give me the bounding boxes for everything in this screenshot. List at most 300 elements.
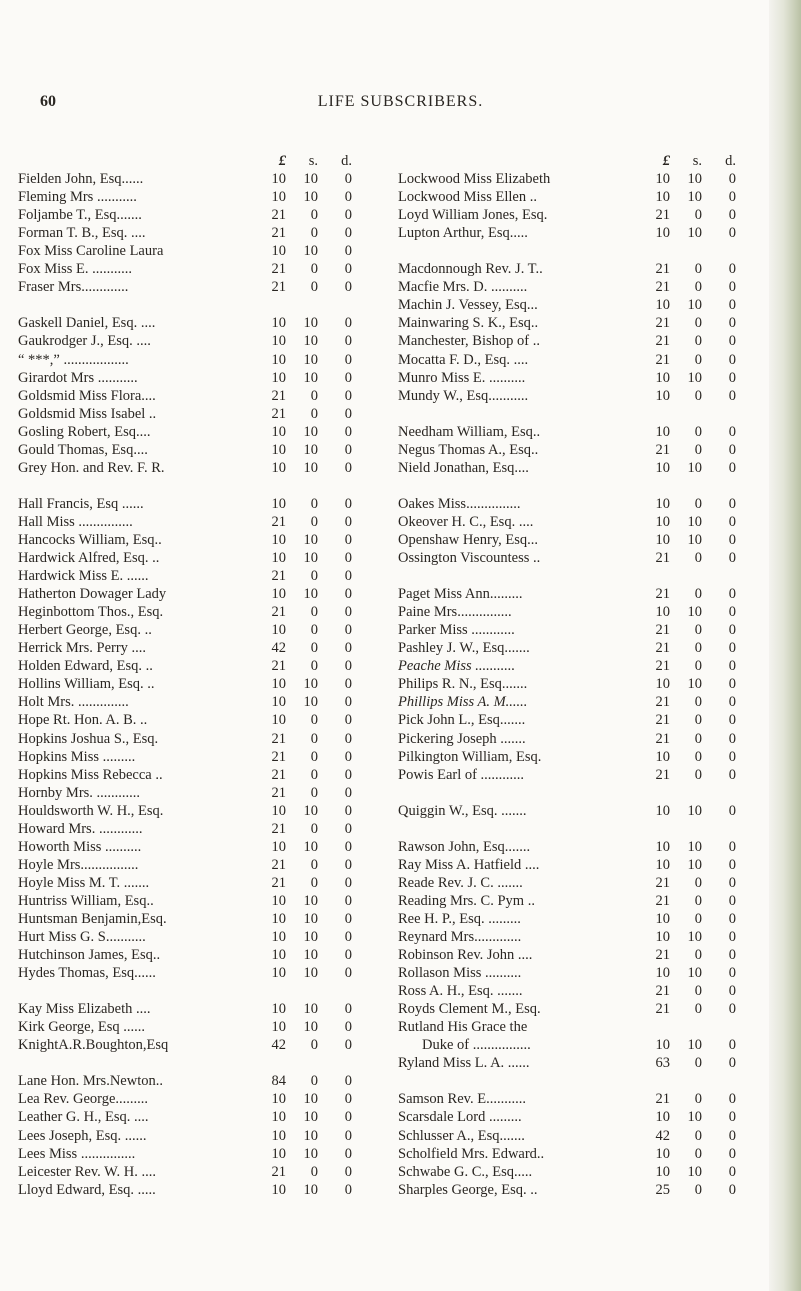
amount-pence: 0 (728, 261, 736, 278)
amount-shillings: 10 (303, 171, 318, 188)
subscriber-row (18, 1000, 358, 1018)
subscriber-name: Reade Rev. J. C. ....... (398, 874, 523, 891)
amount-pounds: 10 (271, 495, 286, 512)
amount-shillings: 0 (694, 207, 702, 224)
amount-pounds: 21 (655, 207, 670, 224)
amount-pence: 0 (344, 513, 352, 530)
amount-pence: 0 (728, 441, 736, 458)
subscriber-row (398, 459, 738, 477)
subscriber-name: Leicester Rev. W. H. .... (18, 1163, 156, 1180)
subscriber-row (398, 369, 738, 387)
amount-pence: 0 (728, 766, 736, 783)
amount-pounds: 21 (655, 874, 670, 891)
amount-pence: 0 (728, 929, 736, 946)
subscriber-row (18, 567, 358, 585)
subscriber-row (18, 1108, 358, 1126)
subscriber-name: Goldsmid Miss Isabel .. (18, 405, 157, 422)
subscriber-row (18, 332, 358, 350)
subscriber-name: Hopkins Miss Rebecca .. (18, 766, 163, 783)
amount-pence: 0 (344, 568, 352, 585)
subscriber-row (398, 874, 738, 892)
amount-pounds: 10 (655, 225, 670, 242)
subscriber-row (398, 1018, 738, 1036)
subscriber-name: Needham William, Esq.. (398, 423, 541, 440)
subscriber-name: Ray Miss A. Hatfield .... (398, 856, 540, 873)
amount-pence: 0 (344, 369, 352, 386)
subscriber-name: Ross A. H., Esq. ....... (398, 983, 523, 1000)
amount-shillings: 0 (310, 748, 318, 765)
amount-pounds: 21 (655, 712, 670, 729)
amount-shillings: 10 (303, 1145, 318, 1162)
amount-pounds: 10 (655, 1037, 670, 1054)
subscriber-name: Ossington Viscountess .. (398, 550, 541, 567)
amount-pounds: 21 (271, 784, 286, 801)
amount-shillings: 0 (310, 784, 318, 801)
subscriber-row (18, 1018, 358, 1036)
subscriber-name: Forman T. B., Esq. .... (18, 225, 146, 242)
subscriber-row (18, 495, 358, 513)
subscriber-row (18, 531, 358, 549)
amount-shillings: 0 (310, 712, 318, 729)
amount-shillings: 10 (303, 189, 318, 206)
subscriber-name: Pilkington William, Esq. (398, 748, 542, 765)
amount-pounds: 10 (655, 423, 670, 440)
amount-pounds: 21 (655, 892, 670, 909)
subscriber-name: Munro Miss E. .......... (398, 369, 526, 386)
amount-pounds: 25 (655, 1181, 670, 1198)
subscriber-name: Rollason Miss .......... (398, 965, 522, 982)
subscriber-row (398, 314, 738, 332)
subscriber-row (398, 188, 738, 206)
amount-pounds: 84 (271, 1073, 286, 1090)
subscriber-name: Macdonnough Rev. J. T.. (398, 261, 543, 278)
subscriber-row (18, 314, 358, 332)
amount-pounds: 10 (271, 243, 286, 260)
amount-pence: 0 (728, 189, 736, 206)
subscriber-row (398, 675, 738, 693)
subscriber-row (18, 242, 358, 260)
amount-pounds: 10 (271, 965, 286, 982)
amount-pence: 0 (344, 929, 352, 946)
amount-shillings: 0 (694, 261, 702, 278)
subscriber-name: Hoyle Mrs................ (18, 856, 139, 873)
amount-pounds: 10 (655, 387, 670, 404)
amount-pounds: 10 (655, 676, 670, 693)
amount-pence: 0 (344, 640, 352, 657)
amount-pounds: 10 (271, 1181, 286, 1198)
amount-pounds: 21 (271, 279, 286, 296)
subscriber-name: KnightA.R.Boughton,Esq (18, 1037, 169, 1054)
amount-shillings: 10 (687, 929, 702, 946)
amount-shillings: 0 (310, 279, 318, 296)
amount-shillings: 0 (694, 423, 702, 440)
amount-pounds: 21 (271, 225, 286, 242)
amount-pence: 0 (344, 622, 352, 639)
amount-pence: 0 (728, 658, 736, 675)
amount-pounds: 21 (271, 387, 286, 404)
amount-pounds: 21 (655, 351, 670, 368)
section-gap (398, 242, 738, 260)
subscriber-row (18, 459, 358, 477)
subscriber-row (398, 964, 738, 982)
subscriber-row (18, 892, 358, 910)
subscriber-name: Lane Hon. Mrs.Newton.. (18, 1073, 163, 1090)
subscriber-row (18, 224, 358, 242)
amount-pounds: 21 (655, 550, 670, 567)
subscriber-name: Lloyd Edward, Esq. ..... (18, 1181, 156, 1198)
subscriber-name: Openshaw Henry, Esq... (398, 531, 539, 548)
amount-pence: 0 (344, 1127, 352, 1144)
subscriber-row (398, 982, 738, 1000)
amount-pence: 0 (344, 856, 352, 873)
subscriber-name: Royds Clement M., Esq. (398, 1001, 541, 1018)
amount-pence: 0 (344, 965, 352, 982)
subscriber-name: Hutchinson James, Esq.. (18, 947, 161, 964)
amount-pence: 0 (728, 1109, 736, 1126)
amount-pounds: 10 (271, 333, 286, 350)
amount-pounds: 10 (655, 910, 670, 927)
section-gap (398, 820, 738, 838)
amount-pence: 0 (344, 333, 352, 350)
amount-shillings: 0 (310, 1073, 318, 1090)
subscriber-row (18, 1036, 358, 1054)
amount-pounds: 21 (655, 730, 670, 747)
right-column (398, 152, 738, 1199)
subscriber-row (18, 206, 358, 224)
subscriber-name: Nield Jonathan, Esq.... (398, 459, 529, 476)
amount-pounds: 10 (655, 838, 670, 855)
subscriber-name: Paget Miss Ann......... (398, 586, 523, 603)
amount-shillings: 10 (303, 910, 318, 927)
amount-shillings: 0 (310, 495, 318, 512)
amount-pounds: 10 (655, 171, 670, 188)
subscriber-row (18, 351, 358, 369)
amount-shillings: 0 (310, 820, 318, 837)
amount-shillings: 10 (303, 838, 318, 855)
subscriber-row (18, 1090, 358, 1108)
amount-shillings: 10 (687, 1037, 702, 1054)
amount-shillings: 10 (687, 513, 702, 530)
amount-pounds: 21 (271, 766, 286, 783)
amount-shillings: 10 (303, 694, 318, 711)
subscriber-row (398, 296, 738, 314)
amount-shillings: 10 (687, 838, 702, 855)
amount-pounds: 21 (271, 856, 286, 873)
subscriber-row (18, 928, 358, 946)
amount-pence: 0 (728, 838, 736, 855)
subscriber-name: Lea Rev. George......... (18, 1091, 149, 1108)
amount-pence: 0 (344, 658, 352, 675)
amount-pence: 0 (728, 1001, 736, 1018)
amount-shillings: 10 (303, 423, 318, 440)
amount-shillings: 10 (687, 297, 702, 314)
amount-pence: 0 (728, 983, 736, 1000)
amount-pence: 0 (728, 423, 736, 440)
amount-shillings: 10 (303, 1001, 318, 1018)
amount-shillings: 0 (694, 387, 702, 404)
subscriber-row (398, 1181, 738, 1199)
amount-pence: 0 (344, 279, 352, 296)
amount-shillings: 0 (694, 315, 702, 332)
amount-pounds: 63 (655, 1055, 670, 1072)
subscriber-name: Leather G. H., Esq. .... (18, 1109, 149, 1126)
page-edge-shadow (769, 0, 801, 1291)
subscriber-row (18, 405, 358, 423)
amount-pounds: 10 (271, 1091, 286, 1108)
subscriber-name: Mainwaring S. K., Esq.. (398, 315, 539, 332)
amount-shillings: 10 (687, 965, 702, 982)
amount-shillings: 10 (303, 531, 318, 548)
subscriber-name: Hancocks William, Esq.. (18, 531, 162, 548)
amount-pounds: 21 (655, 333, 670, 350)
subscriber-name: Gould Thomas, Esq.... (18, 441, 148, 458)
subscriber-row (18, 260, 358, 278)
amount-shillings: 10 (303, 929, 318, 946)
subscriber-name: Rawson John, Esq....... (398, 838, 531, 855)
amount-shillings: 10 (303, 550, 318, 567)
subscriber-row (18, 820, 358, 838)
amount-pence: 0 (728, 586, 736, 603)
amount-pence: 0 (344, 550, 352, 567)
subscriber-name: Howorth Miss .......... (18, 838, 142, 855)
amount-pounds: 21 (655, 1091, 670, 1108)
amount-pounds: 21 (271, 820, 286, 837)
subscriber-name: Fox Miss E. ........... (18, 261, 133, 278)
amount-pence: 0 (344, 947, 352, 964)
amount-pence: 0 (728, 495, 736, 512)
subscriber-name: Hurt Miss G. S........... (18, 929, 146, 946)
subscriber-name: Fraser Mrs............. (18, 279, 129, 296)
amount-pence: 0 (728, 676, 736, 693)
subscriber-name: Ryland Miss L. A. ...... (398, 1055, 530, 1072)
amount-shillings: 0 (310, 856, 318, 873)
amount-pounds: 10 (271, 1127, 286, 1144)
amount-shillings: 10 (303, 947, 318, 964)
subscriber-row (398, 1054, 738, 1072)
amount-shillings: 10 (303, 1109, 318, 1126)
subscriber-row (18, 910, 358, 928)
subscriber-name: Holt Mrs. .............. (18, 694, 129, 711)
subscriber-name: Hope Rt. Hon. A. B. .. (18, 712, 148, 729)
amount-pence: 0 (728, 1037, 736, 1054)
subscriber-name: Negus Thomas A., Esq.. (398, 441, 539, 458)
subscriber-name: Hatherton Dowager Lady (18, 586, 167, 603)
subscriber-row (398, 802, 738, 820)
amount-pence: 0 (728, 550, 736, 567)
subscriber-row (398, 693, 738, 711)
subscriber-name: Girardot Mrs ........... (18, 369, 138, 386)
amount-shillings: 0 (310, 1163, 318, 1180)
subscriber-name: Holden Edward, Esq. .. (18, 658, 153, 675)
amount-shillings: 10 (303, 315, 318, 332)
amount-pounds: 10 (271, 351, 286, 368)
amount-shillings: 10 (303, 1181, 318, 1198)
amount-pence: 0 (344, 1001, 352, 1018)
amount-shillings: 0 (694, 1127, 702, 1144)
amount-pence: 0 (344, 225, 352, 242)
amount-pounds: 10 (271, 947, 286, 964)
amount-pence: 0 (344, 261, 352, 278)
amount-pence: 0 (728, 947, 736, 964)
subscriber-name: Parker Miss ............ (398, 622, 515, 639)
amount-pence: 0 (344, 459, 352, 476)
amount-pounds: 10 (655, 369, 670, 386)
subscriber-name: Houldsworth W. H., Esq. (18, 802, 164, 819)
subscriber-name: Oakes Miss............... (398, 495, 521, 512)
amount-shillings: 0 (694, 658, 702, 675)
subscriber-name: Pickering Joseph ....... (398, 730, 526, 747)
amount-shillings: 10 (303, 1091, 318, 1108)
amount-shillings: 0 (310, 261, 318, 278)
subscriber-row (18, 188, 358, 206)
subscriber-row (398, 549, 738, 567)
amount-shillings: 0 (694, 1091, 702, 1108)
subscriber-name: Gosling Robert, Esq.... (18, 423, 151, 440)
amount-pence: 0 (344, 1163, 352, 1180)
subscriber-row (18, 639, 358, 657)
subscriber-name: Machin J. Vessey, Esq... (398, 297, 538, 314)
subscriber-row (18, 1127, 358, 1145)
amount-pounds: 21 (271, 604, 286, 621)
subscriber-name: Lupton Arthur, Esq..... (398, 225, 528, 242)
subscriber-name: Heginbottom Thos., Esq. (18, 604, 164, 621)
amount-pounds: 21 (271, 513, 286, 530)
amount-pence: 0 (344, 766, 352, 783)
subscriber-list-left (18, 170, 358, 1199)
amount-pence: 0 (344, 351, 352, 368)
amount-shillings: 0 (694, 441, 702, 458)
subscriber-name: Ree H. P., Esq. ......... (398, 910, 521, 927)
currency-header (398, 152, 738, 170)
subscriber-row (18, 711, 358, 729)
amount-shillings: 10 (687, 676, 702, 693)
subscriber-row (398, 170, 738, 188)
amount-pounds: 21 (271, 658, 286, 675)
subscriber-row (398, 856, 738, 874)
shillings-header: s. (308, 153, 318, 169)
amount-shillings: 10 (303, 676, 318, 693)
amount-pounds: 10 (271, 189, 286, 206)
amount-shillings: 0 (694, 748, 702, 765)
amount-pence: 0 (344, 1109, 352, 1126)
subscriber-name: Mundy W., Esq........... (398, 387, 529, 404)
amount-pence: 0 (728, 513, 736, 530)
amount-pence: 0 (728, 910, 736, 927)
subscriber-row (18, 513, 358, 531)
amount-pence: 0 (344, 910, 352, 927)
section-gap (398, 567, 738, 585)
amount-pence: 0 (344, 495, 352, 512)
page-number: 60 (40, 93, 56, 110)
subscriber-name: Okeover H. C., Esq. .... (398, 513, 534, 530)
amount-pounds: 21 (271, 568, 286, 585)
subscriber-row (18, 766, 358, 784)
amount-shillings: 0 (694, 279, 702, 296)
amount-shillings: 0 (694, 622, 702, 639)
amount-shillings: 0 (310, 513, 318, 530)
amount-pounds: 10 (271, 1109, 286, 1126)
pounds-symbol: £ (662, 153, 670, 169)
subscriber-name: Hollins William, Esq. .. (18, 676, 155, 693)
amount-pounds: 21 (655, 315, 670, 332)
amount-shillings: 0 (694, 586, 702, 603)
subscriber-name: Fox Miss Caroline Laura (18, 243, 164, 260)
amount-pounds: 10 (271, 459, 286, 476)
amount-shillings: 10 (687, 459, 702, 476)
amount-shillings: 0 (310, 766, 318, 783)
amount-shillings: 10 (303, 351, 318, 368)
amount-pence: 0 (344, 730, 352, 747)
amount-shillings: 0 (694, 730, 702, 747)
subscriber-name: Reading Mrs. C. Pym .. (398, 892, 535, 909)
amount-shillings: 0 (310, 658, 318, 675)
amount-pence: 0 (728, 387, 736, 404)
subscriber-name: Pashley J. W., Esq....... (398, 640, 530, 657)
amount-pence: 0 (728, 333, 736, 350)
amount-pence: 0 (344, 207, 352, 224)
amount-pence: 0 (344, 423, 352, 440)
amount-shillings: 10 (687, 604, 702, 621)
amount-pounds: 21 (655, 279, 670, 296)
subscriber-row (398, 657, 738, 675)
subscriber-row (398, 206, 738, 224)
amount-pence: 0 (728, 1145, 736, 1162)
amount-pence: 0 (728, 351, 736, 368)
subscriber-name: Huntsman Benjamin,Esq. (18, 910, 167, 927)
amount-shillings: 0 (694, 550, 702, 567)
subscriber-row (398, 441, 738, 459)
amount-pence: 0 (728, 315, 736, 332)
pence-header: d. (341, 153, 352, 169)
subscriber-row (398, 1108, 738, 1126)
subscriber-row (18, 1145, 358, 1163)
amount-pounds: 10 (655, 495, 670, 512)
subscriber-row (18, 802, 358, 820)
amount-pence: 0 (728, 1055, 736, 1072)
amount-shillings: 10 (687, 225, 702, 242)
subscriber-row (398, 531, 738, 549)
amount-pounds: 10 (655, 1109, 670, 1126)
subscriber-row (18, 278, 358, 296)
amount-pounds: 21 (271, 261, 286, 278)
amount-pence: 0 (728, 604, 736, 621)
amount-shillings: 0 (310, 568, 318, 585)
subscriber-name: Lockwood Miss Ellen .. (398, 189, 537, 206)
subscriber-name: Hall Miss ............... (18, 513, 133, 530)
amount-shillings: 0 (694, 1055, 702, 1072)
section-gap (18, 477, 358, 495)
amount-pounds: 10 (271, 531, 286, 548)
amount-pounds: 10 (271, 694, 286, 711)
subscriber-name: Hoyle Miss M. T. ....... (18, 874, 150, 891)
subscriber-row (398, 730, 738, 748)
subscriber-name: Rutland His Grace the (398, 1019, 528, 1036)
amount-pence: 0 (728, 225, 736, 242)
amount-shillings: 10 (303, 369, 318, 386)
subscriber-name: Gaukrodger J., Esq. .... (18, 333, 151, 350)
subscriber-row (398, 387, 738, 405)
subscriber-name: Mocatta F. D., Esq. .... (398, 351, 529, 368)
amount-pounds: 10 (271, 550, 286, 567)
subscriber-row (18, 784, 358, 802)
amount-shillings: 0 (694, 947, 702, 964)
amount-pounds: 21 (271, 207, 286, 224)
amount-pounds: 10 (271, 171, 286, 188)
amount-pounds: 21 (655, 947, 670, 964)
amount-shillings: 0 (694, 766, 702, 783)
subscriber-name: Hardwick Alfred, Esq. .. (18, 550, 160, 567)
subscriber-name: Powis Earl of ............ (398, 766, 525, 783)
